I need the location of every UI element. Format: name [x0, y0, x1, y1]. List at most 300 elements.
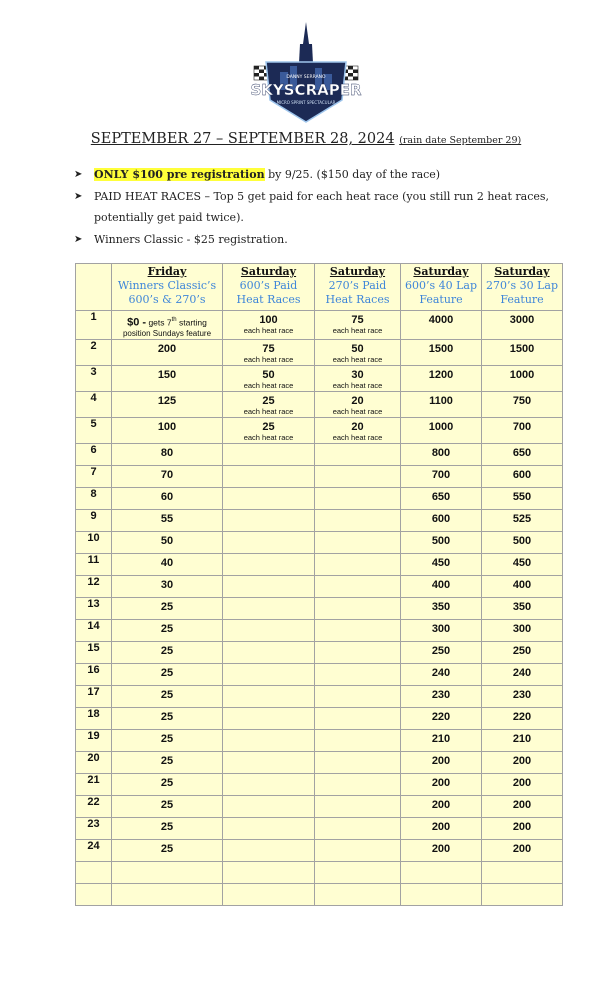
payout-value	[315, 730, 400, 733]
payout-value: 25	[160, 644, 174, 657]
payout-cell-h600	[223, 883, 315, 905]
payout-cell-fri	[112, 509, 223, 531]
arrow-bullet-icon: ➤	[74, 190, 83, 202]
payout-value	[223, 752, 314, 755]
payout-cell-h600	[223, 597, 315, 619]
payout-cell-h600	[223, 391, 315, 417]
payout-value: 1500	[509, 342, 535, 355]
table-row	[76, 641, 563, 663]
payout-cell-h600	[223, 773, 315, 795]
payout-cell-h270	[315, 839, 401, 861]
payout-cell-fri	[112, 861, 223, 883]
payout-cell-h270	[315, 509, 401, 531]
payout-value: 30	[351, 368, 364, 381]
payout-value: 30	[160, 578, 174, 591]
table-row	[76, 391, 563, 417]
table-row	[76, 553, 563, 575]
payout-cell-f270	[482, 365, 563, 391]
payout-cell-f270	[482, 391, 563, 417]
payout-cell-fri	[112, 311, 223, 340]
payout-value	[315, 510, 400, 513]
payout-cell-f270	[482, 773, 563, 795]
table-row	[76, 707, 563, 729]
rank-cell: 16	[76, 663, 112, 685]
payout-cell-f600	[401, 839, 482, 861]
payout-value: 25	[160, 622, 174, 635]
payout-cell-f600	[401, 663, 482, 685]
payout-value: 750	[512, 394, 532, 407]
payout-cell-h270	[315, 365, 401, 391]
payout-value	[112, 862, 222, 865]
payout-cell-h600	[223, 487, 315, 509]
payout-value	[223, 532, 314, 535]
payout-cell-f600	[401, 365, 482, 391]
payout-value: 80	[160, 446, 174, 459]
payout-value: 75	[351, 314, 364, 326]
payout-value: 25	[160, 754, 174, 767]
payout-cell-h600	[223, 685, 315, 707]
payout-cell-f270	[482, 509, 563, 531]
payout-value	[223, 796, 314, 799]
payout-value: 250	[431, 644, 451, 657]
payout-cell-f600	[401, 487, 482, 509]
payout-value: 55	[160, 512, 174, 525]
payout-value	[223, 510, 314, 513]
payout-value: 200	[512, 798, 532, 811]
payout-value	[315, 488, 400, 491]
payout-cell-h600	[223, 817, 315, 839]
payout-value	[315, 708, 400, 711]
payout-cell-f270	[482, 465, 563, 487]
payout-value	[223, 708, 314, 711]
table-row	[76, 575, 563, 597]
payout-value: 230	[512, 688, 532, 701]
payout-cell-f600	[401, 641, 482, 663]
skyscraper-logo	[250, 22, 362, 132]
payout-cell-fri	[112, 685, 223, 707]
payout-value: 100	[259, 314, 278, 326]
payout-value: 650	[431, 490, 451, 503]
payout-cell-fri	[112, 707, 223, 729]
payout-value: 200	[512, 754, 532, 767]
payout-cell-h270	[315, 663, 401, 685]
table-row	[76, 531, 563, 553]
payout-value	[223, 774, 314, 777]
rank-cell: 4	[76, 391, 112, 417]
payout-cell-f270	[482, 619, 563, 641]
rank-cell: 14	[76, 619, 112, 641]
payout-cell-h270	[315, 817, 401, 839]
payout-value: 500	[512, 534, 532, 547]
payout-value: 1000	[509, 368, 535, 381]
payout-cell-h270	[315, 465, 401, 487]
rank-cell: 7	[76, 465, 112, 487]
payout-value: 700	[431, 468, 451, 481]
logo-tagline: MICRO SPRINT SPECTACULAR	[276, 100, 336, 105]
payout-cell-fri	[112, 883, 223, 905]
rank-cell: 21	[76, 773, 112, 795]
payout-cell-h270	[315, 751, 401, 773]
payout-value: 250	[512, 644, 532, 657]
table-row	[76, 817, 563, 839]
payout-cell-f600	[401, 751, 482, 773]
payout-cell-f270	[482, 861, 563, 883]
table-row	[76, 311, 563, 340]
payout-value: 200	[431, 754, 451, 767]
payout-value: 210	[512, 732, 532, 745]
heat-race-note: each heat race	[332, 380, 383, 390]
payout-cell-fri	[112, 839, 223, 861]
payout-value: 240	[512, 666, 532, 679]
payout-cell-f600	[401, 417, 482, 443]
payout-cell-f600	[401, 685, 482, 707]
header-saturday-600-heats: Saturday 600’s Paid Heat Races	[223, 264, 315, 311]
payout-value: 230	[431, 688, 451, 701]
payout-cell-f270	[482, 339, 563, 365]
payout-value	[223, 488, 314, 491]
payout-value: 350	[512, 600, 532, 613]
payout-value: 1000	[428, 420, 454, 433]
payout-cell-h270	[315, 685, 401, 707]
payout-value: 125	[157, 394, 177, 407]
table-header-row	[76, 264, 563, 311]
payout-value	[223, 862, 314, 865]
payout-value: 50	[262, 368, 275, 381]
payout-cell-h600	[223, 443, 315, 465]
payout-value: 450	[512, 556, 532, 569]
bullet-winners-classic	[74, 229, 554, 251]
table-row	[76, 839, 563, 861]
rank-cell: 22	[76, 795, 112, 817]
payout-cell-f600	[401, 795, 482, 817]
payout-cell-f600	[401, 509, 482, 531]
payout-cell-f270	[482, 795, 563, 817]
payout-value: 25	[160, 798, 174, 811]
payout-cell-f270	[482, 487, 563, 509]
table-row	[76, 773, 563, 795]
payout-cell-h600	[223, 531, 315, 553]
payout-value	[401, 862, 481, 865]
payout-value	[315, 664, 400, 667]
payout-value: 1100	[429, 394, 453, 407]
rank-cell: 11	[76, 553, 112, 575]
payout-value: 200	[157, 342, 177, 355]
payout-value: 40	[160, 556, 174, 569]
rank-cell: 12	[76, 575, 112, 597]
payout-cell-f270	[482, 641, 563, 663]
payout-cell-f600	[401, 729, 482, 751]
payout-value: 200	[431, 776, 451, 789]
payout-cell-fri	[112, 619, 223, 641]
payout-cell-h270	[315, 391, 401, 417]
payout-value: 25	[262, 420, 275, 433]
payout-cell-f270	[482, 839, 563, 861]
payout-cell-fri	[112, 795, 223, 817]
table-row	[76, 883, 563, 905]
payout-cell-h600	[223, 795, 315, 817]
payout-cell-f600	[401, 707, 482, 729]
table-row	[76, 619, 563, 641]
payout-value	[223, 466, 314, 469]
payout-cell-fri	[112, 663, 223, 685]
payout-value	[315, 796, 400, 799]
payout-value: 650	[512, 446, 532, 459]
header-rank	[76, 264, 112, 311]
payout-value	[223, 730, 314, 733]
payout-value: 700	[512, 420, 532, 433]
payout-value: 25	[160, 710, 174, 723]
payout-cell-f600	[401, 597, 482, 619]
table-row	[76, 443, 563, 465]
payout-cell-f600	[401, 861, 482, 883]
rank-cell: 8	[76, 487, 112, 509]
payout-value: 75	[262, 342, 275, 355]
payout-cell-fri	[112, 339, 223, 365]
payout-value	[315, 884, 400, 887]
payout-value	[315, 774, 400, 777]
payout-value: 25	[160, 820, 174, 833]
payout-cell-f600	[401, 883, 482, 905]
payout-value: 50	[351, 342, 364, 355]
payout-value: 25	[160, 666, 174, 679]
payout-value: 240	[431, 666, 451, 679]
heat-race-note: each heat race	[332, 432, 383, 442]
page-title	[0, 131, 612, 147]
payout-cell-h270	[315, 641, 401, 663]
payout-value: 210	[431, 732, 451, 745]
payout-cell-fri	[112, 391, 223, 417]
payout-value	[315, 862, 400, 865]
payout-cell-h270	[315, 339, 401, 365]
payout-cell-h600	[223, 575, 315, 597]
payout-value	[315, 752, 400, 755]
payout-cell-h600	[223, 509, 315, 531]
payout-cell-h270	[315, 553, 401, 575]
payout-value: 200	[512, 776, 532, 789]
payout-cell-h270	[315, 597, 401, 619]
payout-cell-f600	[401, 817, 482, 839]
payout-value	[223, 576, 314, 579]
table-row	[76, 339, 563, 365]
payout-value: 60	[160, 490, 174, 503]
payout-value: 220	[512, 710, 532, 723]
payout-cell-h270	[315, 487, 401, 509]
payout-cell-f270	[482, 597, 563, 619]
payout-value: 1200	[428, 368, 454, 381]
header-saturday-600-feature: Saturday 600’s 40 Lap Feature	[401, 264, 482, 311]
payout-value: 300	[431, 622, 451, 635]
payout-cell-h270	[315, 575, 401, 597]
payout-cell-h270	[315, 773, 401, 795]
preregistration-highlight: ONLY $100 pre registration	[94, 168, 265, 181]
payout-value	[401, 884, 481, 887]
payout-cell-f270	[482, 817, 563, 839]
payout-cell-h600	[223, 751, 315, 773]
header-friday-winners-classic: Friday Winners Classic’s 600’s & 270’s	[112, 264, 223, 311]
payout-value: 25	[160, 732, 174, 745]
heat-race-note: each heat race	[243, 326, 294, 335]
payout-cell-fri	[112, 575, 223, 597]
payout-cell-h270	[315, 417, 401, 443]
payout-cell-f270	[482, 531, 563, 553]
payout-cell-fri	[112, 443, 223, 465]
payout-value: 3000	[509, 314, 535, 326]
payout-cell-h600	[223, 729, 315, 751]
payout-cell-h600	[223, 365, 315, 391]
payout-cell-h270	[315, 311, 401, 340]
payout-cell-h600	[223, 465, 315, 487]
payout-cell-h600	[223, 707, 315, 729]
table-row	[76, 487, 563, 509]
friday-first-place-text: $0 - gets 7th starting position Sundays feature	[122, 316, 212, 338]
payout-cell-h600	[223, 553, 315, 575]
payout-value: 200	[431, 820, 451, 833]
payout-table	[75, 263, 563, 906]
payout-value: 20	[351, 394, 364, 407]
rank-cell	[76, 861, 112, 883]
payout-cell-h270	[315, 531, 401, 553]
paid-heat-races-text: PAID HEAT RACES – Top 5 get paid for each heat race (you still run 2 heat races, potentially get paid twice).	[94, 189, 550, 224]
rank-cell: 3	[76, 365, 112, 391]
rank-cell: 9	[76, 509, 112, 531]
heat-race-note: each heat race	[243, 354, 294, 364]
payout-value: 600	[431, 512, 451, 525]
payout-value	[223, 840, 314, 843]
payout-cell-f270	[482, 751, 563, 773]
payout-cell-fri	[112, 417, 223, 443]
payout-cell-f600	[401, 339, 482, 365]
table-row	[76, 729, 563, 751]
payout-cell-f600	[401, 391, 482, 417]
payout-value: 525	[512, 512, 532, 525]
info-bullets	[74, 164, 554, 250]
payout-value	[223, 642, 314, 645]
arrow-bullet-icon: ➤	[74, 233, 83, 245]
rank-cell: 10	[76, 531, 112, 553]
payout-value	[482, 862, 562, 865]
payout-value: 350	[431, 600, 451, 613]
payout-cell-f270	[482, 311, 563, 340]
payout-value	[315, 818, 400, 821]
rain-date: (rain date September 29)	[399, 135, 522, 146]
heat-race-note: each heat race	[332, 406, 383, 416]
payout-cell-fri	[112, 817, 223, 839]
header-saturday-270-heats: Saturday 270’s Paid Heat Races	[315, 264, 401, 311]
payout-value	[223, 620, 314, 623]
payout-value: 200	[512, 842, 532, 855]
heat-race-note: each heat race	[243, 432, 294, 442]
payout-cell-h270	[315, 729, 401, 751]
payout-value	[223, 818, 314, 821]
payout-value: 450	[431, 556, 451, 569]
payout-cell-fri	[112, 597, 223, 619]
payout-cell-h270	[315, 795, 401, 817]
rank-cell: 20	[76, 751, 112, 773]
payout-cell-f600	[401, 553, 482, 575]
table-row	[76, 417, 563, 443]
payout-cell-f270	[482, 443, 563, 465]
table-row	[76, 751, 563, 773]
payout-value: 25	[160, 842, 174, 855]
payout-cell-f270	[482, 575, 563, 597]
payout-value: 200	[431, 798, 451, 811]
payout-cell-h600	[223, 619, 315, 641]
rank-cell: 17	[76, 685, 112, 707]
payout-cell-h600	[223, 663, 315, 685]
table-row	[76, 685, 563, 707]
rank-cell: 13	[76, 597, 112, 619]
rank-cell: 23	[76, 817, 112, 839]
payout-value: 25	[160, 600, 174, 613]
payout-cell-h600	[223, 861, 315, 883]
payout-cell-f600	[401, 619, 482, 641]
payout-value	[482, 884, 562, 887]
payout-cell-fri	[112, 641, 223, 663]
payout-cell-fri	[112, 553, 223, 575]
logo-name: SKYSCRAPER	[250, 81, 362, 99]
payout-value	[223, 598, 314, 601]
payout-cell-fri	[112, 729, 223, 751]
winners-classic-text: Winners Classic - $25 registration.	[94, 232, 288, 246]
payout-value: 25	[262, 394, 275, 407]
payout-cell-f600	[401, 773, 482, 795]
payout-value	[315, 532, 400, 535]
payout-value	[223, 444, 314, 447]
bullet-preregistration	[74, 164, 554, 186]
payout-value	[223, 554, 314, 557]
payout-value: 25	[160, 776, 174, 789]
payout-value	[112, 884, 222, 887]
table-row	[76, 663, 563, 685]
rank-cell: 19	[76, 729, 112, 751]
payout-cell-f270	[482, 707, 563, 729]
payout-cell-fri	[112, 751, 223, 773]
payout-cell-fri	[112, 365, 223, 391]
payout-cell-h270	[315, 443, 401, 465]
header-saturday-270-feature: Saturday 270’s 30 Lap Feature	[482, 264, 563, 311]
payout-value: 220	[431, 710, 451, 723]
payout-cell-fri	[112, 465, 223, 487]
payout-value	[315, 620, 400, 623]
payout-value	[315, 642, 400, 645]
rank-cell: 18	[76, 707, 112, 729]
heat-race-note: each heat race	[243, 406, 294, 416]
payout-cell-f270	[482, 729, 563, 751]
payout-cell-h600	[223, 839, 315, 861]
payout-value: 50	[160, 534, 174, 547]
heat-race-note: each heat race	[243, 380, 294, 390]
logo-top-text: DANNY SERRANO	[286, 75, 326, 80]
payout-cell-f600	[401, 465, 482, 487]
payout-value: 100	[157, 420, 177, 433]
payout-value: 4000	[428, 314, 454, 326]
payout-cell-fri	[112, 531, 223, 553]
payout-value: 1500	[428, 342, 454, 355]
rank-cell: 1	[76, 311, 112, 340]
payout-cell-f270	[482, 553, 563, 575]
payout-value	[315, 840, 400, 843]
payout-cell-h600	[223, 311, 315, 340]
payout-cell-h600	[223, 641, 315, 663]
payout-value	[315, 576, 400, 579]
payout-cell-f600	[401, 311, 482, 340]
payout-value: 800	[431, 446, 451, 459]
arrow-bullet-icon: ➤	[74, 169, 83, 180]
payout-value: 400	[431, 578, 451, 591]
payout-value	[315, 466, 400, 469]
rank-cell: 2	[76, 339, 112, 365]
payout-cell-h270	[315, 861, 401, 883]
